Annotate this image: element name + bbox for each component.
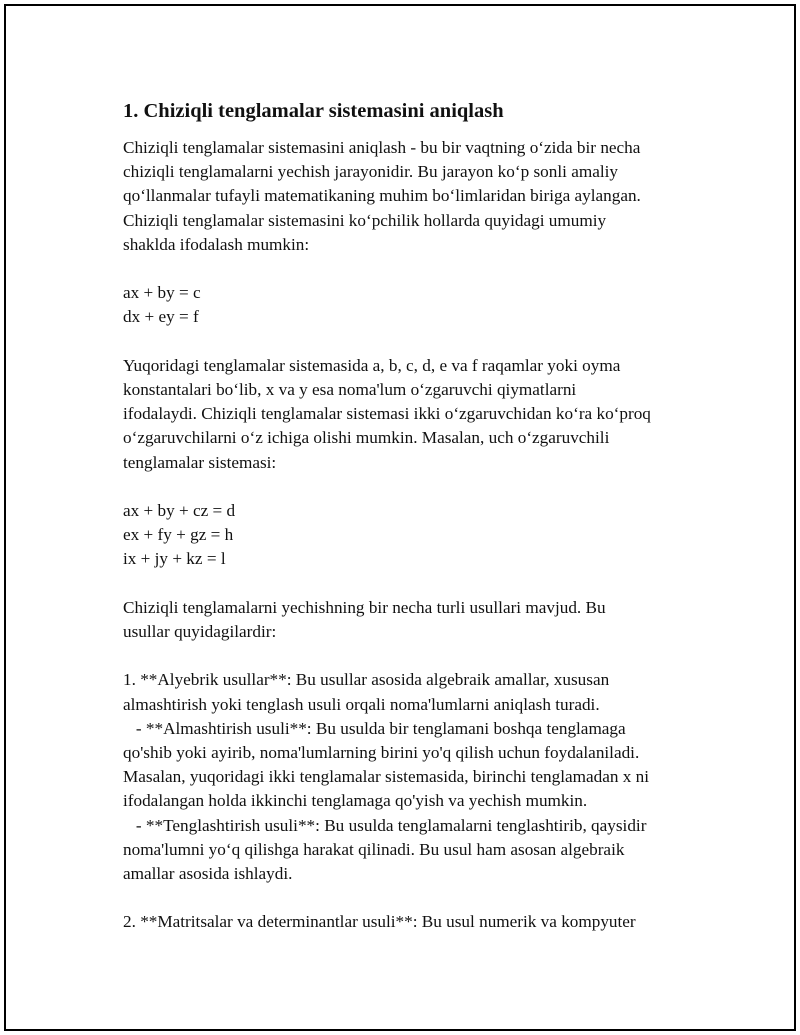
text-line: Yuqoridagi tenglamalar sistemasida a, b, c, d, e va f raqamlar yoki oyma [123, 355, 621, 375]
text-line: almashtirish yoki tenglash usuli orqali noma'lumlarni aniqlash turadi. [123, 694, 600, 714]
text-line: usullar quyidagilardir: [123, 622, 277, 641]
equation-line: ix + jy + kz = l [123, 549, 226, 569]
text-line: o‘zgaruvchilarni o‘z ichiga olishi mumkin. Masalan, uch o‘zgaruvchili [123, 428, 610, 448]
equation-system-three-variables [123, 499, 693, 572]
methods-intro-paragraph [123, 596, 693, 644]
text-line: qo‘llanmalar tufayli matematikaning muhim bo‘limlaridan biriga aylangan. [123, 186, 641, 206]
paragraph-gap [123, 644, 693, 668]
text-line: 2. **Matritsalar va determinantlar usuli**: Bu usul numerik va kompyuter [123, 912, 636, 932]
text-line: shaklda ifodalash mumkin: [123, 234, 310, 254]
equation-system-two-variables [123, 281, 693, 329]
text-line: ifodalangan holda ikkinchi tenglamaga qo'yish va yechish mumkin. [123, 791, 588, 811]
text-line: qo'shib yoki ayirib, noma'lumlarning birini yo'q qilish uchun foydalaniladi. [123, 743, 640, 762]
text-line: tenglamalar sistemasi: [123, 452, 277, 472]
equation-line: ax + by + cz = d [123, 501, 236, 520]
method-one-paragraph [123, 668, 693, 886]
equation-line: ax + by = c [123, 283, 201, 303]
text-line: chiziqli tenglamalarni yechish jarayonidir. Bu jarayon ko‘p sonli amaliy [123, 162, 618, 182]
document-content [123, 98, 693, 935]
method-two-paragraph [123, 910, 693, 934]
intro-paragraph [123, 136, 693, 257]
text-line: - **Tenglashtirish usuli**: Bu usulda tenglamalarni tenglashtirib, qaysidir [123, 815, 647, 835]
equation-line: dx + ey = f [123, 307, 199, 327]
paragraph-gap [123, 330, 693, 354]
explanation-paragraph [123, 354, 693, 475]
text-line: konstantalari bo‘lib, x va y esa noma'lum o‘zgaruvchi qiymatlarni [123, 380, 577, 399]
paragraph-gap [123, 475, 693, 499]
text-line: Chiziqli tenglamalar sistemasini ko‘pchilik hollarda quyidagi umumiy [123, 210, 607, 230]
text-line: amallar asosida ishlaydi. [123, 864, 293, 884]
text-line: noma'lumni yo‘q qilishga harakat qilinadi. Bu usul ham asosan algebraik [123, 839, 625, 859]
text-line: Chiziqli tenglamalar sistemasini aniqlash - bu bir vaqtning o‘zida bir necha [123, 138, 641, 157]
text-line: Chiziqli tenglamalarni yechishning bir necha turli usullari mavjud. Bu [123, 597, 606, 617]
paragraph-gap [123, 572, 693, 596]
paragraph-gap [123, 886, 693, 910]
paragraph-gap [123, 257, 693, 281]
text-line: Masalan, yuqoridagi ikki tenglamalar sistemasida, birinchi tenglamadan x ni [123, 767, 649, 787]
page-title: 1. Chiziqli tenglamalar sistemasini aniqlash [123, 100, 504, 122]
equation-line: ex + fy + gz = h [123, 525, 234, 545]
text-line: ifodalaydi. Chiziqli tenglamalar sistemasi ikki o‘zgaruvchidan ko‘ra ko‘proq [123, 404, 651, 424]
document-page [4, 4, 796, 1031]
text-line: 1. **Alyebrik usullar**: Bu usullar asosida algebraik amallar, xususan [123, 670, 610, 690]
text-line: - **Almashtirish usuli**: Bu usulda bir tenglamani boshqa tenglamaga [123, 718, 626, 738]
